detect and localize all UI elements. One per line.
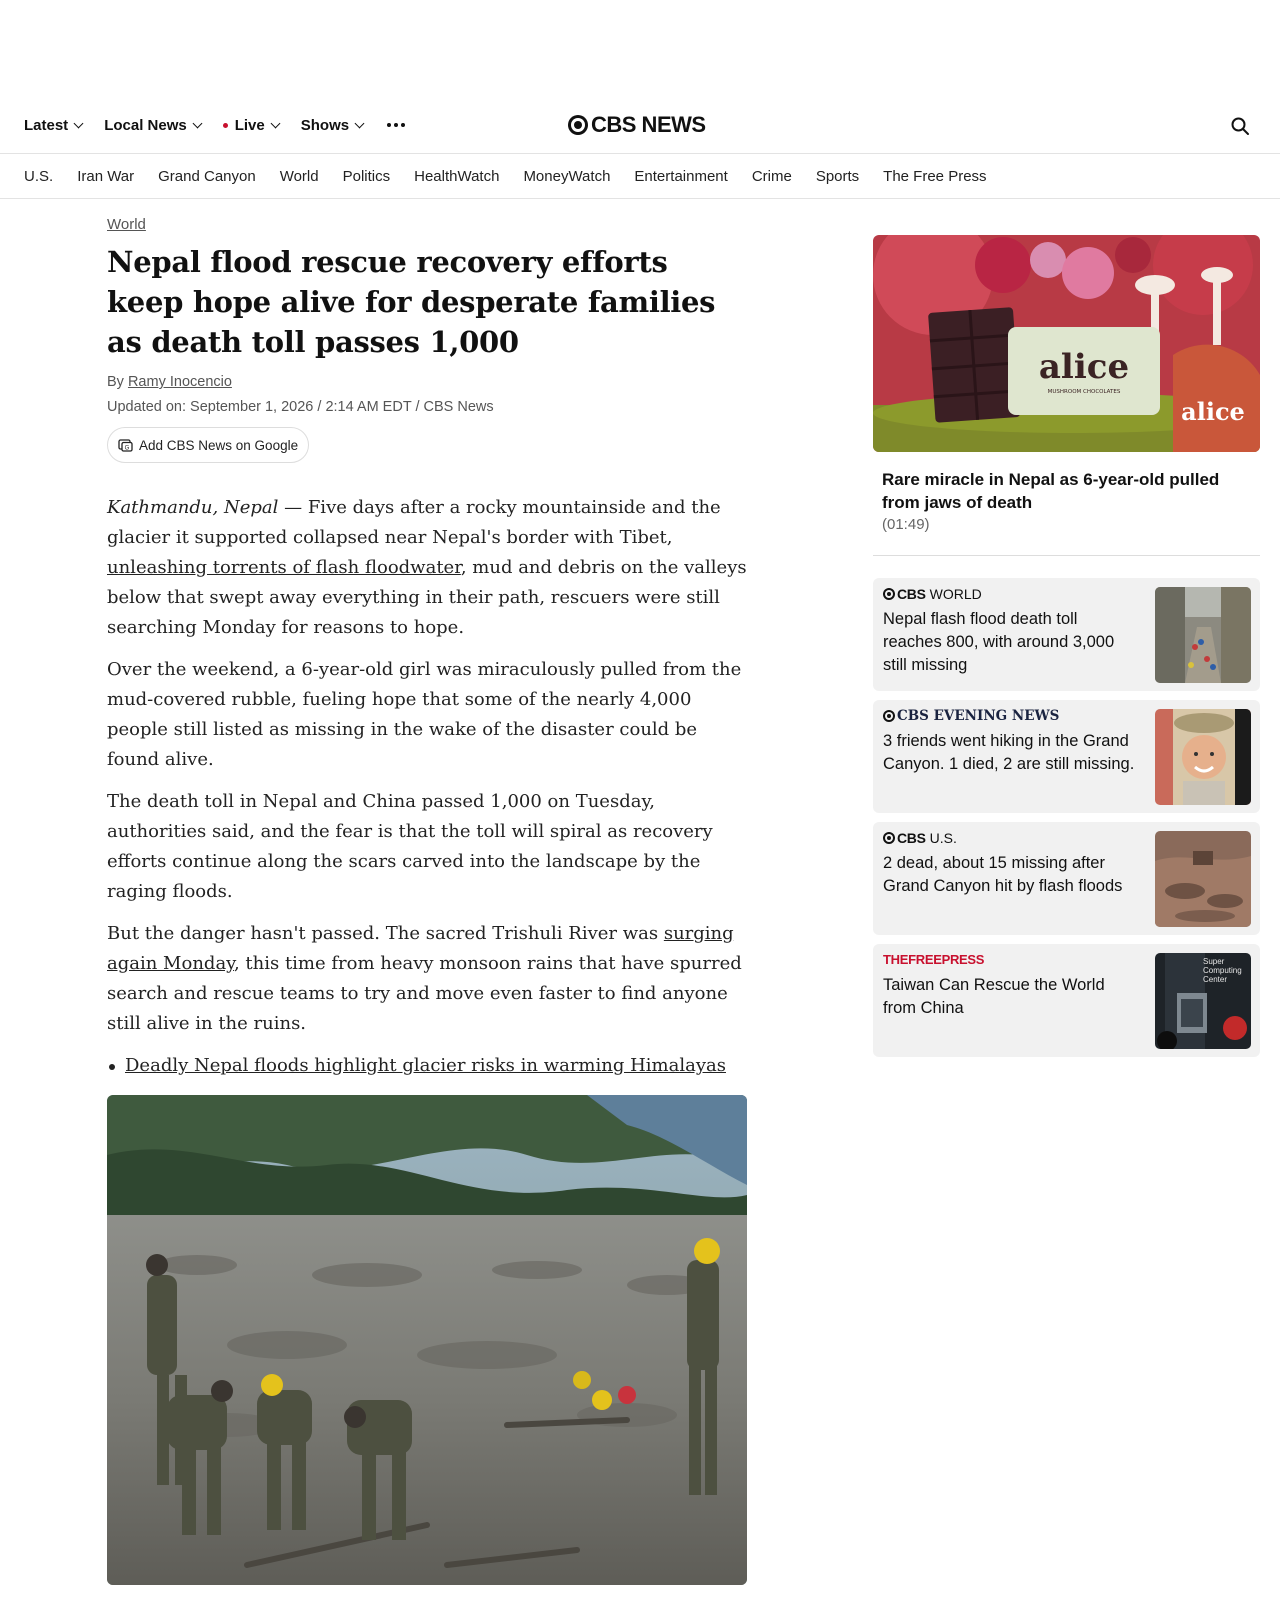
alice-chocolate-ad[interactable]	[873, 235, 1260, 452]
nav-shows-label: Shows	[300, 116, 350, 134]
chevron-down-icon	[74, 118, 84, 128]
logo-text: CBS NEWS	[591, 112, 706, 137]
secnav-crime[interactable]: Crime	[751, 167, 792, 185]
secnav-grand-canyon[interactable]: Grand Canyon	[158, 167, 256, 185]
secnav-free-press[interactable]: The Free Press	[883, 167, 987, 185]
paragraph-1-text-b: , mud and debris on the valleys below that swept away everything in their path, rescuers were still searching Monday for reasons to hope.	[107, 557, 747, 638]
card-brand	[883, 830, 957, 846]
cbs-eye-icon	[568, 115, 588, 135]
nav-latest-label: Latest	[24, 116, 69, 134]
search-icon[interactable]	[1230, 116, 1250, 136]
sidebar	[873, 235, 1260, 1057]
card-title: 3 friends went hiking in the Grand Canyon. 1 died, 2 are still missing.	[883, 732, 1135, 773]
card-thumbnail	[1155, 953, 1251, 1049]
top-header	[0, 96, 1280, 154]
secnav-healthwatch[interactable]: HealthWatch	[414, 167, 500, 185]
card-title: Nepal flash flood death toll reaches 800, with around 3,000 still missing	[883, 610, 1115, 674]
ad-brand-text: alice	[1038, 347, 1130, 387]
card-title: Taiwan Can Rescue the World from China	[883, 976, 1105, 1017]
google-icon	[118, 439, 133, 452]
svg-text:G: G	[124, 445, 130, 451]
brand-section: U.S.	[929, 830, 957, 846]
nav-live[interactable]	[223, 117, 279, 134]
dateline-place: Kathmandu, Nepal	[107, 497, 279, 518]
related-article-link[interactable]: Deadly Nepal floods highlight glacier risks in warming Himalayas	[125, 1055, 726, 1076]
related-card[interactable]	[873, 578, 1260, 691]
brand-cbs-evening-news: CBS EVENING NEWS	[897, 708, 1060, 724]
byline-prefix: By	[107, 374, 124, 390]
paragraph-1	[107, 493, 747, 643]
flash-floodwater-link[interactable]: unleashing torrents of flash floodwater	[107, 557, 461, 578]
google-button-label: Add CBS News on Google	[139, 437, 299, 453]
card-brand	[883, 708, 1059, 724]
thumb-caption: Super Computing Center	[1203, 957, 1242, 984]
secnav-us[interactable]: U.S.	[24, 167, 54, 185]
article-headline: Nepal flood rescue recovery efforts keep hope alive for desperate families as death toll passes 1,000	[107, 245, 716, 359]
byline	[107, 374, 747, 390]
ad-image	[873, 235, 1260, 452]
secnav-world[interactable]: World	[279, 167, 319, 185]
card-brand	[883, 952, 984, 967]
more-icon[interactable]	[385, 117, 407, 133]
chevron-down-icon	[270, 118, 280, 128]
paragraph-4-text-a: But the danger hasn't passed. The sacred Trishuli River was	[107, 923, 664, 944]
brand-free-press: THEFREEPRESS	[883, 952, 985, 967]
nav-local-news-label: Local News	[104, 116, 187, 134]
nav-local-news[interactable]	[104, 117, 201, 134]
card-thumbnail	[1155, 831, 1251, 927]
article	[107, 216, 747, 1585]
related-card[interactable]	[873, 700, 1260, 813]
article-hero-image	[107, 1095, 747, 1585]
featured-video-title[interactable]: Rare miracle in Nepal as 6-year-old pulled from jaws of death	[882, 470, 1220, 512]
author-link[interactable]: Ramy Inocencio	[127, 374, 232, 390]
cbs-eye-icon	[883, 588, 895, 600]
secondary-nav	[0, 154, 1280, 199]
live-dot-icon	[223, 123, 228, 128]
nav-shows[interactable]	[301, 117, 363, 134]
card-thumbnail	[1155, 587, 1251, 683]
surging-again-link[interactable]: surging again Monday	[107, 923, 734, 974]
featured-video-duration: (01:49)	[882, 516, 930, 533]
secnav-iran-war[interactable]: Iran War	[77, 167, 135, 185]
ad-corner-brand: alice	[1181, 397, 1245, 426]
bullet-icon	[109, 1064, 115, 1070]
card-thumbnail	[1155, 709, 1251, 805]
ad-sub-text: MUSHROOM CHOCOLATES	[1047, 389, 1121, 395]
paragraph-4	[107, 919, 747, 1039]
related-link-item	[107, 1051, 747, 1081]
nav-latest[interactable]	[24, 117, 82, 134]
primary-nav	[24, 96, 407, 154]
sidebar-divider	[873, 555, 1260, 556]
secnav-sports[interactable]: Sports	[815, 167, 860, 185]
cbs-eye-icon	[883, 832, 895, 844]
brand-cbs: CBS	[897, 586, 926, 602]
related-card[interactable]	[873, 944, 1260, 1057]
card-title: 2 dead, about 15 missing after Grand Canyon hit by flash floods	[883, 854, 1123, 895]
add-cbs-on-google-button[interactable]	[107, 427, 309, 463]
cbs-news-logo[interactable]	[568, 96, 706, 154]
related-stories	[873, 578, 1260, 1057]
chevron-down-icon	[192, 118, 202, 128]
brand-section: WORLD	[929, 586, 982, 602]
cbs-eye-icon	[883, 710, 895, 722]
card-brand	[883, 586, 982, 602]
paragraph-2: Over the weekend, a 6-year-old girl was miraculously pulled from the mud-covered rubble, fueling hope that some of the nearly 4,000 people still listed as missing in the wake of the disaster could be found alive.	[107, 659, 742, 770]
flood-rescue-photo	[107, 1095, 747, 1585]
secnav-entertainment[interactable]: Entertainment	[634, 167, 728, 185]
paragraph-4-text-b: , this time from heavy monsoon rains that have spurred search and rescue teams to try and move even faster to find anyone still alive in the ruins.	[107, 953, 742, 1034]
secnav-politics[interactable]: Politics	[342, 167, 391, 185]
article-body	[107, 493, 747, 1039]
paragraph-3: The death toll in Nepal and China passed 1,000 on Tuesday, authorities said, and the fear is that the toll will spiral as recovery efforts continue along the scars carved into the landscape by the raging floods.	[107, 791, 713, 902]
article-section-link[interactable]: World	[107, 216, 146, 233]
nav-live-label: Live	[234, 116, 265, 134]
related-card[interactable]	[873, 822, 1260, 935]
paragraph-1-text-a: — Five days after a rocky mountainside and the glacier it supported collapsed near Nepal's border with Tibet,	[107, 497, 721, 548]
chevron-down-icon	[355, 118, 365, 128]
updated-timestamp: Updated on: September 1, 2026 / 2:14 AM EDT / CBS News	[107, 399, 494, 415]
secnav-moneywatch[interactable]: MoneyWatch	[523, 167, 611, 185]
brand-cbs: CBS	[897, 830, 926, 846]
